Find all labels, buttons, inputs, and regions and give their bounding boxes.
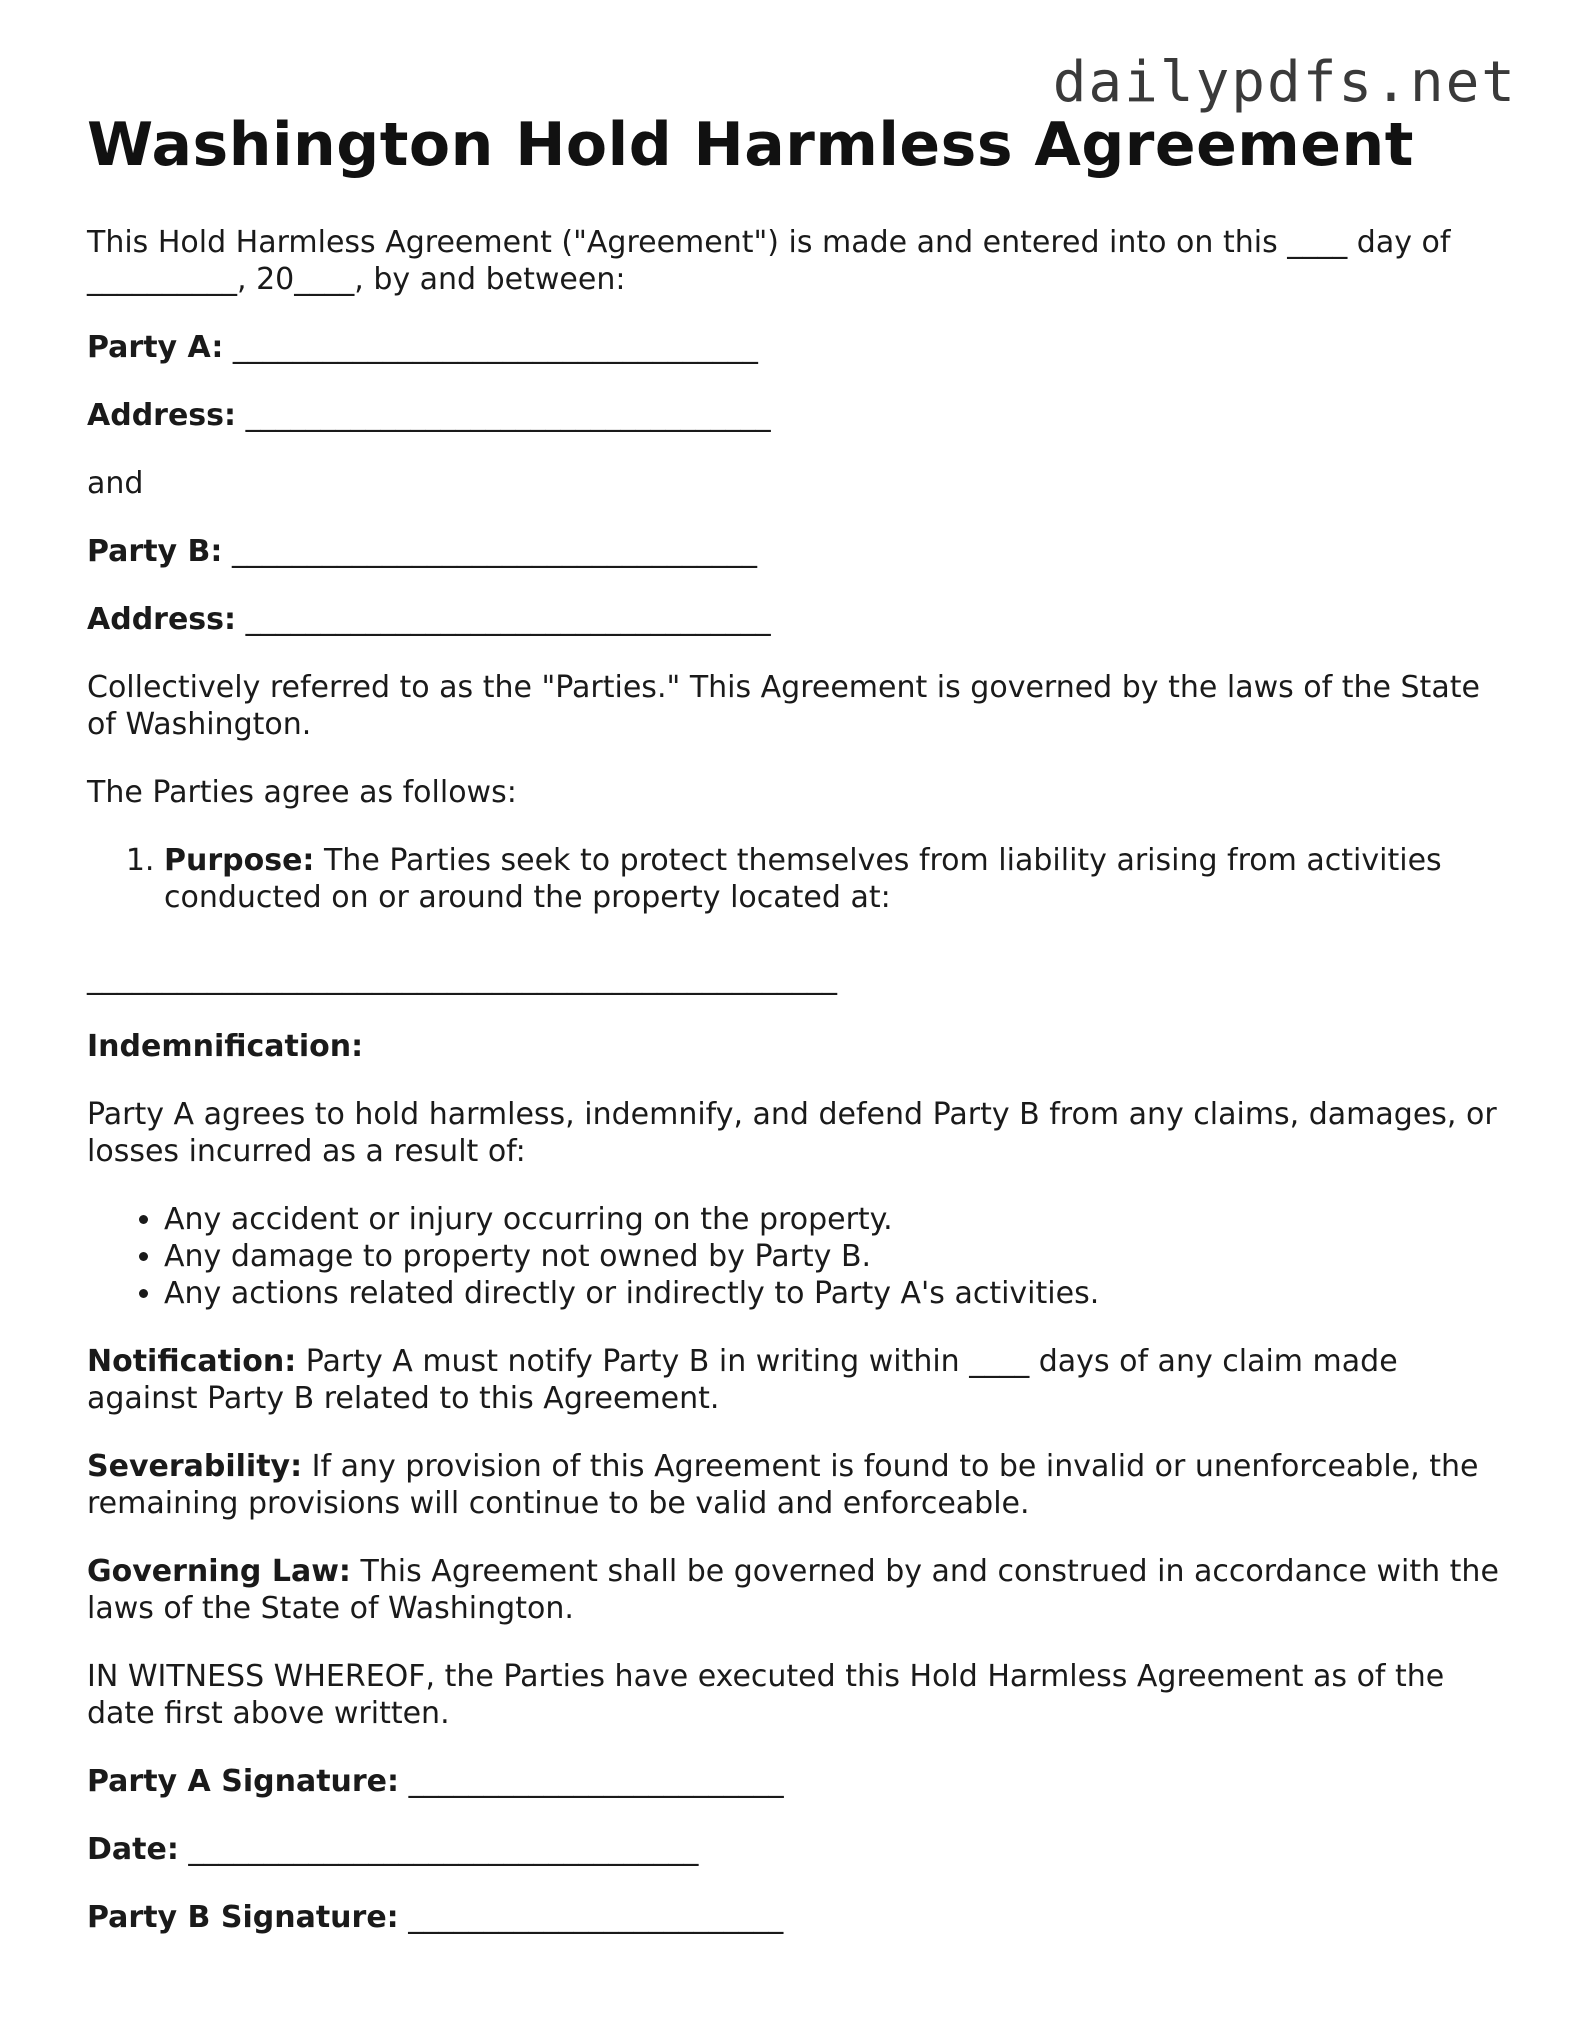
address-a-label: Address: [87, 398, 237, 433]
governing-law-label: Governing Law: [87, 1554, 351, 1589]
notification-label: Notification: [87, 1344, 297, 1379]
party-a-signature-blank: _________________________ [408, 1764, 784, 1799]
document-page [87, 110, 1507, 1967]
party-a-blank: ___________________________________ [232, 330, 758, 365]
notification-text: Party A must notify Party B in writing within ____ days of any claim made against Party B related to this Agreement. [87, 1344, 1398, 1416]
address-b-blank: ___________________________________ [245, 602, 771, 637]
purpose-text: The Parties seek to protect themselves from liability arising from activities conducted on or around the property located at: [164, 843, 1442, 915]
date-label: Date: [87, 1832, 179, 1867]
governing-law-paragraph [87, 1553, 1507, 1627]
purpose-label: Purpose: [164, 843, 315, 878]
party-b-signature-label: Party B Signature: [87, 1900, 399, 1935]
address-b-label: Address: [87, 602, 237, 637]
list-item: • Any actions related directly or indirectly to Party A's activities. [164, 1275, 1507, 1312]
purpose-list [87, 842, 1507, 916]
party-a-field [87, 329, 1507, 366]
indemnification-list [87, 1201, 1507, 1312]
party-a-label: Party A: [87, 330, 224, 365]
severability-text: If any provision of this Agreement is found to be invalid or unenforceable, the remaining provisions will continue to be valid and enforceable. [87, 1449, 1479, 1521]
party-b-field [87, 533, 1507, 570]
witness-paragraph: IN WITNESS WHEREOF, the Parties have executed this Hold Harmless Agreement as of the date first above written. [87, 1659, 1445, 1731]
date-blank: __________________________________ [188, 1832, 699, 1867]
watermark: dailypdfs.net [1052, 50, 1517, 115]
property-blank: __________________________________________________ [87, 961, 837, 996]
party-b-signature-blank: _________________________ [408, 1900, 784, 1935]
list-item: • Any damage to property not owned by Party B. [164, 1238, 1507, 1275]
date-field [87, 1831, 1507, 1868]
address-a-blank: ___________________________________ [245, 398, 771, 433]
party-b-blank: ___________________________________ [231, 534, 757, 569]
address-a-field [87, 397, 1507, 434]
list-item: • Any accident or injury occurring on the property. [164, 1201, 1507, 1238]
indemnification-text: Party A agrees to hold harmless, indemnify, and defend Party B from any claims, damages, or losses incurred as a result of: [87, 1097, 1497, 1169]
address-b-field [87, 601, 1507, 638]
and-text: and [87, 466, 144, 501]
intro-paragraph: This Hold Harmless Agreement ("Agreement") is made and entered into on this ____ day of __________, 20____, by and between: [87, 225, 1451, 297]
severability-paragraph [87, 1448, 1507, 1522]
indemnification-heading: Indemnification: [87, 1029, 364, 1064]
severability-label: Severability: [87, 1449, 303, 1484]
party-b-signature-field [87, 1899, 1507, 1936]
purpose-item [164, 842, 1507, 916]
document-title: Washington Hold Harmless Agreement [87, 110, 1414, 180]
party-a-signature-label: Party A Signature: [87, 1764, 400, 1799]
party-a-signature-field [87, 1763, 1507, 1800]
agree-intro: The Parties agree as follows: [87, 775, 517, 810]
governing-law-text: This Agreement shall be governed by and construed in accordance with the laws of the State of Washington. [87, 1554, 1499, 1626]
collectively-paragraph: Collectively referred to as the "Parties." This Agreement is governed by the laws of the State of Washington. [87, 670, 1480, 742]
party-b-label: Party B: [87, 534, 223, 569]
notification-paragraph [87, 1343, 1507, 1417]
